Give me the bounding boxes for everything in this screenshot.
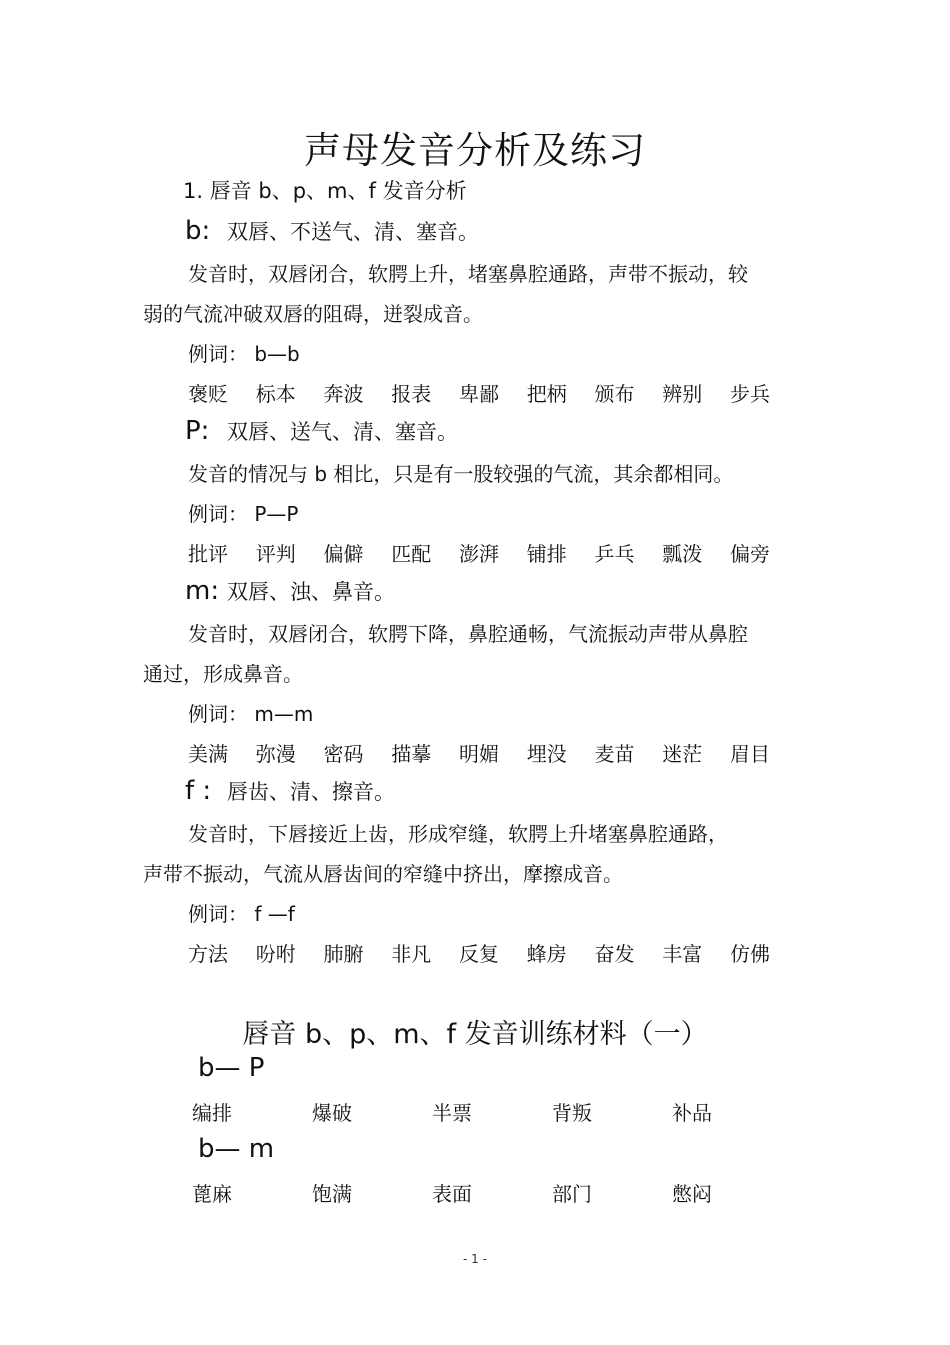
initial-f-heading xyxy=(185,776,395,806)
word: 偏旁 xyxy=(730,542,770,566)
word: 方法 xyxy=(188,942,228,966)
word: 标本 xyxy=(255,382,296,406)
training-pair-label: b— P xyxy=(198,1053,265,1083)
word: 评判 xyxy=(255,542,296,566)
example-words-f xyxy=(188,938,770,967)
word: 褒贬 xyxy=(188,382,228,406)
word: 步兵 xyxy=(730,382,770,406)
word: 密码 xyxy=(323,742,364,766)
word: 弥漫 xyxy=(255,742,296,766)
paragraph-line: 发音时，双唇闭合，软腭下降，鼻腔通畅，气流振动声带从鼻腔 xyxy=(188,622,748,646)
word: 澎湃 xyxy=(459,542,499,566)
paragraph-line: 发音的情况与 b 相比，只是有一股较强的气流，其余都相同。 xyxy=(188,462,734,486)
example-label: 例词： f —f xyxy=(188,902,295,926)
initial-letter: f : xyxy=(185,776,212,806)
word: 奔波 xyxy=(323,382,364,406)
paragraph-line: 弱的气流冲破双唇的阻碍，迸裂成音。 xyxy=(143,302,483,326)
training-words xyxy=(192,1178,752,1207)
word: 批评 xyxy=(188,542,228,566)
initial-letter: m: xyxy=(185,576,220,606)
page-title: 声母发音分析及练习 xyxy=(304,129,646,172)
initial-m-heading xyxy=(185,576,395,606)
training-words xyxy=(192,1097,752,1126)
word: 部门 xyxy=(552,1182,592,1206)
paragraph-line: 发音时，双唇闭合，软腭上升，堵塞鼻腔通路，声带不振动，较 xyxy=(188,262,748,286)
word: 埋没 xyxy=(526,742,567,766)
initial-desc: 唇齿、清、擦音。 xyxy=(227,780,395,804)
paragraph-line: 发音时，下唇接近上齿，形成窄缝，软腭上升堵塞鼻腔通路， xyxy=(188,822,728,846)
word: 编排 xyxy=(192,1101,232,1125)
example-words-b xyxy=(188,378,770,407)
training-pair-label: b— m xyxy=(198,1134,275,1164)
initial-letter: P: xyxy=(185,416,210,446)
word: 爆破 xyxy=(312,1101,352,1125)
initial-p-heading xyxy=(185,416,458,446)
paragraph-line: 通过，形成鼻音。 xyxy=(143,662,303,686)
word: 仿佛 xyxy=(730,942,770,966)
word: 卑鄙 xyxy=(459,382,499,406)
word: 美满 xyxy=(188,742,228,766)
example-words-p xyxy=(188,538,770,567)
initial-desc: 双唇、浊、鼻音。 xyxy=(227,580,395,604)
word: 把柄 xyxy=(526,382,567,406)
initial-letter: b: xyxy=(185,216,211,246)
section-heading: 1. 唇音 b、p、m、f 发音分析 xyxy=(183,179,467,203)
word: 表面 xyxy=(432,1182,472,1206)
word: 背叛 xyxy=(552,1101,592,1125)
word: 明媚 xyxy=(459,742,499,766)
word: 偏僻 xyxy=(323,542,364,566)
example-words-m xyxy=(188,738,770,767)
word: 蓖麻 xyxy=(192,1182,232,1206)
word: 报表 xyxy=(391,382,432,406)
word: 吩咐 xyxy=(255,942,296,966)
paragraph-line: 声带不振动，气流从唇齿间的窄缝中挤出，摩擦成音。 xyxy=(143,862,623,886)
initial-desc: 双唇、不送气、清、塞音。 xyxy=(227,220,479,244)
word: 瓢泼 xyxy=(662,542,703,566)
example-label: 例词： m—m xyxy=(188,702,314,726)
word: 非凡 xyxy=(391,942,432,966)
example-label: 例词： P—P xyxy=(188,502,299,526)
initial-b-heading xyxy=(185,216,479,246)
word: 半票 xyxy=(432,1101,472,1125)
word: 眉目 xyxy=(730,742,770,766)
word: 迷茫 xyxy=(662,742,703,766)
word: 麦苗 xyxy=(594,742,635,766)
word: 丰富 xyxy=(662,942,703,966)
word: 颁布 xyxy=(594,382,635,406)
training-title: 唇音 b、p、m、f 发音训练材料（一） xyxy=(242,1019,708,1050)
word: 蜂房 xyxy=(526,942,567,966)
word: 憋闷 xyxy=(672,1182,712,1206)
word: 描摹 xyxy=(391,742,432,766)
word: 匹配 xyxy=(391,542,432,566)
word: 乒乓 xyxy=(594,542,635,566)
word: 补品 xyxy=(672,1101,712,1125)
word: 饱满 xyxy=(312,1182,352,1206)
initial-desc: 双唇、送气、清、塞音。 xyxy=(227,420,458,444)
example-label: 例词： b—b xyxy=(188,342,300,366)
word: 奋发 xyxy=(594,942,635,966)
word: 铺排 xyxy=(526,542,567,566)
word: 反复 xyxy=(459,942,499,966)
word: 辨别 xyxy=(662,382,703,406)
page-number: - 1 - xyxy=(463,1252,487,1266)
word: 肺腑 xyxy=(323,942,364,966)
